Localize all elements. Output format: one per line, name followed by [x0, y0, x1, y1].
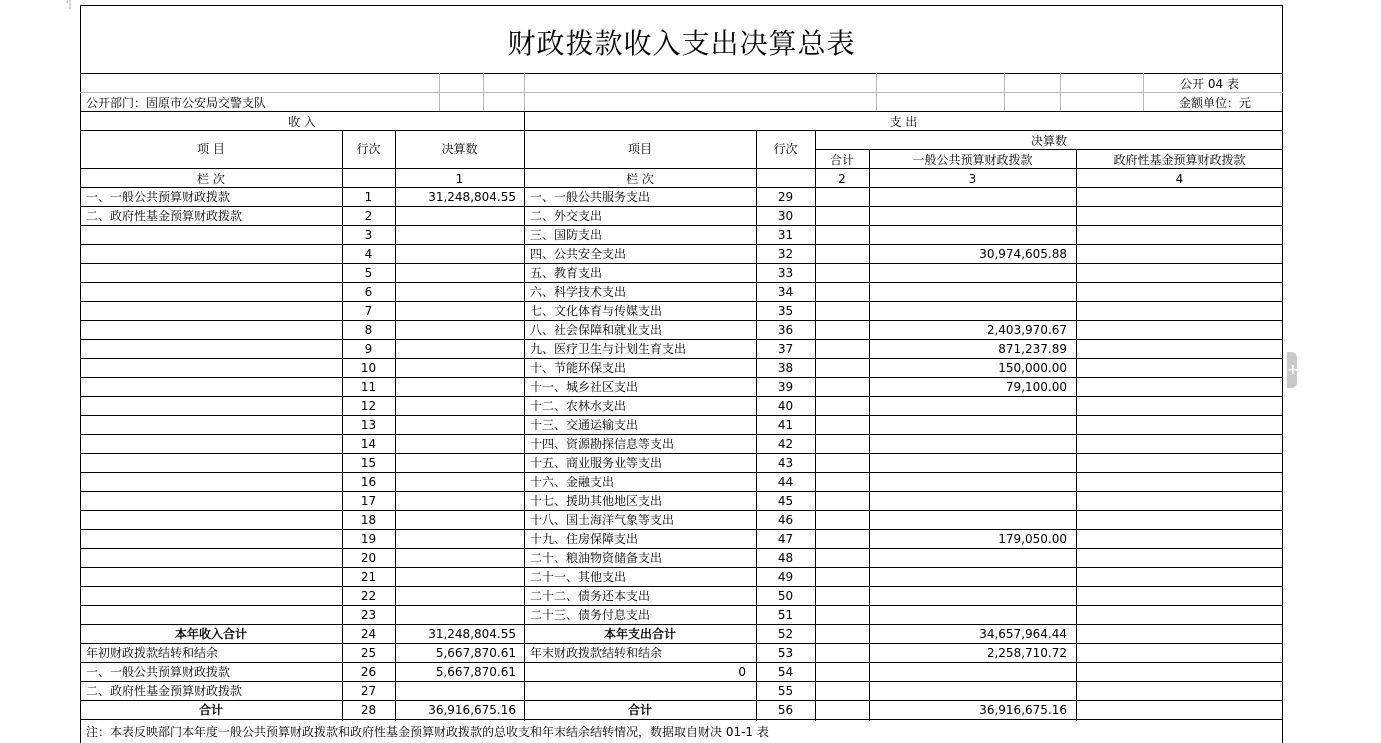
cell-exp-fund	[1076, 549, 1276, 567]
cell-exp-general	[869, 682, 1067, 700]
cell-exp-row: 52	[777, 627, 794, 641]
cell-inc-row: 2	[364, 209, 373, 223]
cell-exp-row: 48	[777, 551, 794, 565]
cell-exp-total	[815, 188, 865, 206]
cell-exp-row: 49	[777, 570, 794, 584]
cell-exp-row: 44	[777, 475, 794, 489]
cell-exp-item: 十九、住房保障支出	[530, 532, 639, 546]
cell-inc-item	[86, 302, 340, 320]
cell-exp-fund	[1076, 416, 1276, 434]
cell-exp-fund	[1076, 359, 1276, 377]
cell-exp-total	[815, 549, 865, 567]
col-header-exp-total: 合计	[829, 153, 854, 167]
cell-exp-fund	[1076, 264, 1276, 282]
lanci-num-3: 3	[968, 172, 977, 186]
cell-inc-row: 8	[364, 323, 373, 337]
col-header-inc-row: 行次	[356, 142, 381, 156]
cell-exp-row: 43	[777, 456, 794, 470]
cell-inc-amt	[395, 473, 516, 491]
cell-exp-item: 十、节能环保支出	[530, 361, 627, 375]
cell-inc-amt	[395, 587, 516, 605]
cell-inc-row: 27	[360, 684, 377, 698]
cell-exp-total	[815, 302, 865, 320]
lanci-num-2: 2	[838, 172, 846, 186]
cell-inc-amt: 5,667,870.61	[435, 646, 516, 660]
cell-inc-amt	[395, 245, 516, 263]
cell-exp-general	[869, 397, 1067, 415]
cell-inc-row: 22	[360, 589, 377, 603]
cell-exp-general	[869, 511, 1067, 529]
cell-exp-item: 四、公共安全支出	[530, 247, 627, 261]
cell-exp-item: 十二、农林水支出	[530, 399, 627, 413]
cell-inc-item: 一、一般公共预算财政拨款	[86, 190, 231, 204]
department-label: 公开部门：固原市公安局交警支队	[86, 96, 267, 110]
cell-inc-item	[86, 378, 340, 396]
line-v-meta-3	[524, 73, 525, 111]
cell-inc-item	[86, 587, 340, 605]
cell-inc-row: 15	[360, 456, 377, 470]
cell-inc-item	[86, 416, 340, 434]
cell-exp-fund	[1076, 435, 1276, 453]
cell-exp-item: 十七、援助其他地区支出	[530, 494, 663, 508]
cell-exp-general: 36,916,675.16	[979, 703, 1067, 717]
cell-exp-item: 二十二、债务还本支出	[530, 589, 651, 603]
cell-exp-fund	[1076, 378, 1276, 396]
cell-inc-item	[86, 397, 340, 415]
col-header-exp-general: 一般公共预算财政拨款	[912, 153, 1033, 167]
cell-inc-row: 19	[360, 532, 377, 546]
cell-exp-fund	[1076, 625, 1276, 643]
cell-exp-fund	[1076, 587, 1276, 605]
cell-inc-row: 5	[364, 266, 373, 280]
cell-exp-row: 37	[777, 342, 794, 356]
cell-exp-general	[869, 454, 1067, 472]
cell-inc-amt	[395, 340, 516, 358]
cell-exp-row: 33	[777, 266, 794, 280]
cell-inc-item	[86, 492, 340, 510]
cell-exp-item: 二十三、债务付息支出	[530, 608, 651, 622]
cell-inc-item	[86, 549, 340, 567]
cell-inc-amt	[395, 264, 516, 282]
cell-inc-row: 10	[360, 361, 377, 375]
cell-exp-total	[815, 473, 865, 491]
cell-exp-item: 二十、粮油物资储备支出	[530, 551, 663, 565]
line-v-meta-4	[876, 73, 877, 111]
cell-exp-fund	[1076, 397, 1276, 415]
cell-inc-item: 二、政府性基金预算财政拨款	[86, 684, 243, 698]
cell-exp-fund	[1076, 473, 1276, 491]
cell-exp-total	[815, 644, 865, 662]
cell-exp-item: 十四、资源勘探信息等支出	[530, 437, 675, 451]
cell-inc-row: 18	[360, 513, 377, 527]
line-v-meta-1	[439, 73, 440, 111]
sheet-corner-mark: '|	[66, 0, 72, 10]
lanci-label-income: 栏 次	[197, 172, 225, 186]
cell-exp-general	[869, 663, 1067, 681]
cell-inc-item	[86, 340, 340, 358]
line-v-meta-2	[483, 73, 484, 111]
cell-exp-row: 56	[777, 703, 794, 717]
income-header: 收 入	[288, 115, 316, 129]
cell-inc-row: 24	[360, 627, 377, 641]
cell-exp-item	[530, 682, 752, 700]
cell-exp-row: 29	[777, 190, 794, 204]
cell-exp-total	[815, 226, 865, 244]
cell-exp-item: 二、外交支出	[530, 209, 603, 223]
cell-exp-item: 0	[738, 665, 746, 679]
cell-exp-total	[815, 682, 865, 700]
cell-inc-row: 6	[364, 285, 373, 299]
cell-exp-row: 39	[777, 380, 794, 394]
cell-inc-amt	[395, 511, 516, 529]
cell-inc-item	[86, 511, 340, 529]
cell-exp-general	[869, 473, 1067, 491]
cell-exp-item: 十六、金融支出	[530, 475, 615, 489]
cell-inc-item	[86, 454, 340, 472]
cell-inc-item	[86, 245, 340, 263]
cell-exp-row: 50	[777, 589, 794, 603]
cell-exp-fund	[1076, 682, 1276, 700]
cell-exp-general	[869, 188, 1067, 206]
cell-exp-general	[869, 492, 1067, 510]
cell-inc-amt	[395, 302, 516, 320]
cell-inc-row: 20	[360, 551, 377, 565]
cell-exp-item: 十一、城乡社区支出	[530, 380, 639, 394]
cell-exp-fund	[1076, 568, 1276, 586]
cell-exp-general	[869, 283, 1067, 301]
cell-exp-item: 合计	[627, 703, 652, 717]
cell-inc-item: 一、一般公共预算财政拨款	[86, 665, 231, 679]
cell-exp-general	[869, 435, 1067, 453]
lanci-num-1: 1	[455, 172, 464, 186]
cell-exp-item: 十八、国土海洋气象等支出	[530, 513, 675, 527]
cell-inc-item: 本年收入合计	[174, 627, 247, 641]
cell-inc-row: 23	[360, 608, 377, 622]
cell-exp-fund	[1076, 511, 1276, 529]
cell-inc-amt	[395, 549, 516, 567]
cell-exp-general	[869, 226, 1067, 244]
lanci-num-4: 4	[1175, 172, 1184, 186]
cell-exp-general: 2,258,710.72	[986, 646, 1067, 660]
cell-exp-row: 31	[777, 228, 794, 242]
cell-inc-item	[86, 359, 340, 377]
side-expand-handle[interactable]: +	[1287, 352, 1297, 388]
cell-exp-row: 32	[777, 247, 794, 261]
cell-exp-fund	[1076, 530, 1276, 548]
cell-exp-item: 三、国防支出	[530, 228, 603, 242]
cell-inc-row: 3	[364, 228, 373, 242]
col-header-exp-amount: 决算数	[1030, 134, 1067, 148]
cell-exp-total	[815, 701, 865, 719]
cell-inc-item	[86, 606, 340, 624]
cell-exp-fund	[1076, 701, 1276, 719]
cell-inc-row: 25	[360, 646, 377, 660]
cell-exp-total	[815, 587, 865, 605]
cell-inc-item	[86, 473, 340, 491]
line-v-meta-6	[1060, 73, 1061, 111]
cell-exp-fund	[1076, 340, 1276, 358]
cell-exp-item: 七、文化体育与传媒支出	[530, 304, 663, 318]
cell-inc-item	[86, 530, 340, 548]
cell-exp-total	[815, 454, 865, 472]
cell-exp-total	[815, 340, 865, 358]
cell-exp-general: 871,237.89	[998, 342, 1067, 356]
cell-inc-amt: 36,916,675.16	[428, 703, 516, 717]
cell-inc-row: 26	[360, 665, 377, 679]
cell-exp-general	[869, 587, 1067, 605]
cell-exp-total	[815, 511, 865, 529]
cell-exp-item: 十五、商业服务业等支出	[530, 456, 663, 470]
cell-exp-row: 53	[777, 646, 794, 660]
cell-inc-amt	[395, 454, 516, 472]
cell-exp-row: 38	[777, 361, 794, 375]
cell-exp-item: 八、社会保障和就业支出	[530, 323, 663, 337]
cell-exp-general: 34,657,964.44	[979, 627, 1067, 641]
cell-inc-amt	[395, 568, 516, 586]
cell-inc-amt	[395, 682, 516, 700]
footnote: 注：本表反映部门本年度一般公共预算财政拨款和政府性基金预算财政拨款的总收支和年末结余结转情况，数据取自财决 01-1 表	[86, 725, 769, 739]
cell-exp-general	[869, 416, 1067, 434]
cell-exp-general	[869, 302, 1067, 320]
cell-inc-row: 28	[360, 703, 377, 717]
cell-exp-fund	[1076, 245, 1276, 263]
cell-inc-amt	[395, 492, 516, 510]
lanci-label-expense: 栏 次	[626, 172, 654, 186]
cell-exp-total	[815, 245, 865, 263]
cell-inc-amt: 5,667,870.61	[435, 665, 516, 679]
col-header-exp-fund: 政府性基金预算财政拨款	[1113, 153, 1246, 167]
cell-exp-row: 35	[777, 304, 794, 318]
line-v-meta-5	[1004, 73, 1005, 111]
cell-exp-item: 九、医疗卫生与计划生育支出	[530, 342, 687, 356]
cell-inc-amt	[395, 207, 516, 225]
cell-exp-fund	[1076, 188, 1276, 206]
table-number: 公开 04 表	[1180, 77, 1239, 91]
cell-exp-total	[815, 492, 865, 510]
cell-inc-amt	[395, 378, 516, 396]
cell-exp-total	[815, 207, 865, 225]
cell-inc-row: 14	[360, 437, 377, 451]
cell-exp-item: 十三、交通运输支出	[530, 418, 639, 432]
cell-exp-total	[815, 378, 865, 396]
cell-exp-row: 42	[777, 437, 794, 451]
cell-exp-total	[815, 530, 865, 548]
cell-exp-total	[815, 397, 865, 415]
cell-exp-row: 51	[777, 608, 794, 622]
cell-inc-amt: 31,248,804.55	[428, 190, 516, 204]
cell-exp-fund	[1076, 283, 1276, 301]
cell-inc-item: 二、政府性基金预算财政拨款	[86, 209, 243, 223]
cell-exp-general	[869, 568, 1067, 586]
cell-exp-general: 30,974,605.88	[979, 247, 1067, 261]
cell-inc-item: 合计	[198, 703, 223, 717]
cell-exp-total	[815, 606, 865, 624]
col-header-exp-row: 行次	[773, 142, 798, 156]
cell-inc-item	[86, 568, 340, 586]
cell-inc-amt	[395, 606, 516, 624]
cell-inc-row: 1	[364, 190, 373, 204]
unit-label: 金额单位：元	[1178, 96, 1251, 110]
cell-exp-fund	[1076, 207, 1276, 225]
cell-inc-amt	[395, 397, 516, 415]
cell-exp-row: 41	[777, 418, 794, 432]
cell-exp-total	[815, 283, 865, 301]
cell-exp-row: 30	[777, 209, 794, 223]
cell-inc-row: 7	[364, 304, 373, 318]
cell-inc-row: 13	[360, 418, 377, 432]
cell-inc-item	[86, 283, 340, 301]
cell-exp-total	[815, 625, 865, 643]
line-h-title-bottom	[80, 73, 1283, 74]
cell-inc-item	[86, 435, 340, 453]
cell-exp-row: 45	[777, 494, 794, 508]
cell-inc-amt	[395, 416, 516, 434]
cell-inc-amt	[395, 321, 516, 339]
cell-exp-total	[815, 663, 865, 681]
cell-exp-total	[815, 568, 865, 586]
cell-inc-item: 年初财政拨款结转和结余	[86, 646, 219, 660]
cell-exp-fund	[1076, 492, 1276, 510]
cell-inc-item	[86, 321, 340, 339]
cell-exp-general	[869, 207, 1067, 225]
cell-inc-row: 16	[360, 475, 377, 489]
cell-exp-general: 150,000.00	[998, 361, 1067, 375]
cell-inc-row: 21	[360, 570, 377, 584]
cell-exp-total	[815, 321, 865, 339]
cell-exp-total	[815, 359, 865, 377]
col-header-exp-item: 项目	[627, 142, 652, 156]
cell-inc-amt	[395, 226, 516, 244]
cell-exp-total	[815, 435, 865, 453]
cell-exp-fund	[1076, 302, 1276, 320]
cell-exp-item: 六、科学技术支出	[530, 285, 627, 299]
cell-exp-row: 55	[777, 684, 794, 698]
cell-exp-row: 47	[777, 532, 794, 546]
cell-inc-row: 9	[364, 342, 373, 356]
cell-exp-item: 一、一般公共服务支出	[530, 190, 651, 204]
cell-inc-amt: 31,248,804.55	[428, 627, 516, 641]
cell-exp-row: 54	[777, 665, 794, 679]
cell-exp-general: 179,050.00	[998, 532, 1067, 546]
cell-exp-total	[815, 416, 865, 434]
cell-exp-general: 2,403,970.67	[986, 323, 1067, 337]
col-header-inc-item: 项 目	[197, 142, 225, 156]
cell-exp-general: 79,100.00	[1005, 380, 1067, 394]
line-h-meta	[80, 92, 1283, 93]
cell-exp-fund	[1076, 454, 1276, 472]
cell-inc-row: 12	[360, 399, 377, 413]
cell-exp-general	[869, 606, 1067, 624]
cell-exp-general	[869, 549, 1067, 567]
cell-exp-total	[815, 264, 865, 282]
cell-exp-fund	[1076, 606, 1276, 624]
col-header-inc-amt: 决算数	[441, 142, 478, 156]
row-line	[80, 719, 1283, 720]
cell-inc-item	[86, 226, 340, 244]
cell-exp-fund	[1076, 644, 1276, 662]
cell-exp-row: 46	[777, 513, 794, 527]
cell-inc-amt	[395, 359, 516, 377]
cell-exp-row: 40	[777, 399, 794, 413]
cell-exp-row: 36	[777, 323, 794, 337]
expense-header: 支 出	[889, 115, 918, 129]
cell-inc-amt	[395, 435, 516, 453]
cell-inc-row: 17	[360, 494, 377, 508]
cell-exp-item: 二十一、其他支出	[530, 570, 627, 584]
cell-exp-fund	[1076, 321, 1276, 339]
cell-inc-item	[86, 264, 340, 282]
cell-exp-item: 本年支出合计	[603, 627, 676, 641]
cell-exp-row: 34	[777, 285, 794, 299]
cell-exp-general	[869, 264, 1067, 282]
cell-inc-amt	[395, 530, 516, 548]
cell-inc-row: 4	[364, 247, 373, 261]
cell-inc-amt	[395, 283, 516, 301]
page-title: 财政拨款收入支出决算总表	[507, 27, 856, 60]
cell-inc-row: 11	[360, 380, 377, 394]
cell-exp-fund	[1076, 226, 1276, 244]
cell-exp-item: 年末财政拨款结转和结余	[530, 646, 663, 660]
cell-exp-fund	[1076, 663, 1276, 681]
cell-exp-item: 五、教育支出	[530, 266, 603, 280]
